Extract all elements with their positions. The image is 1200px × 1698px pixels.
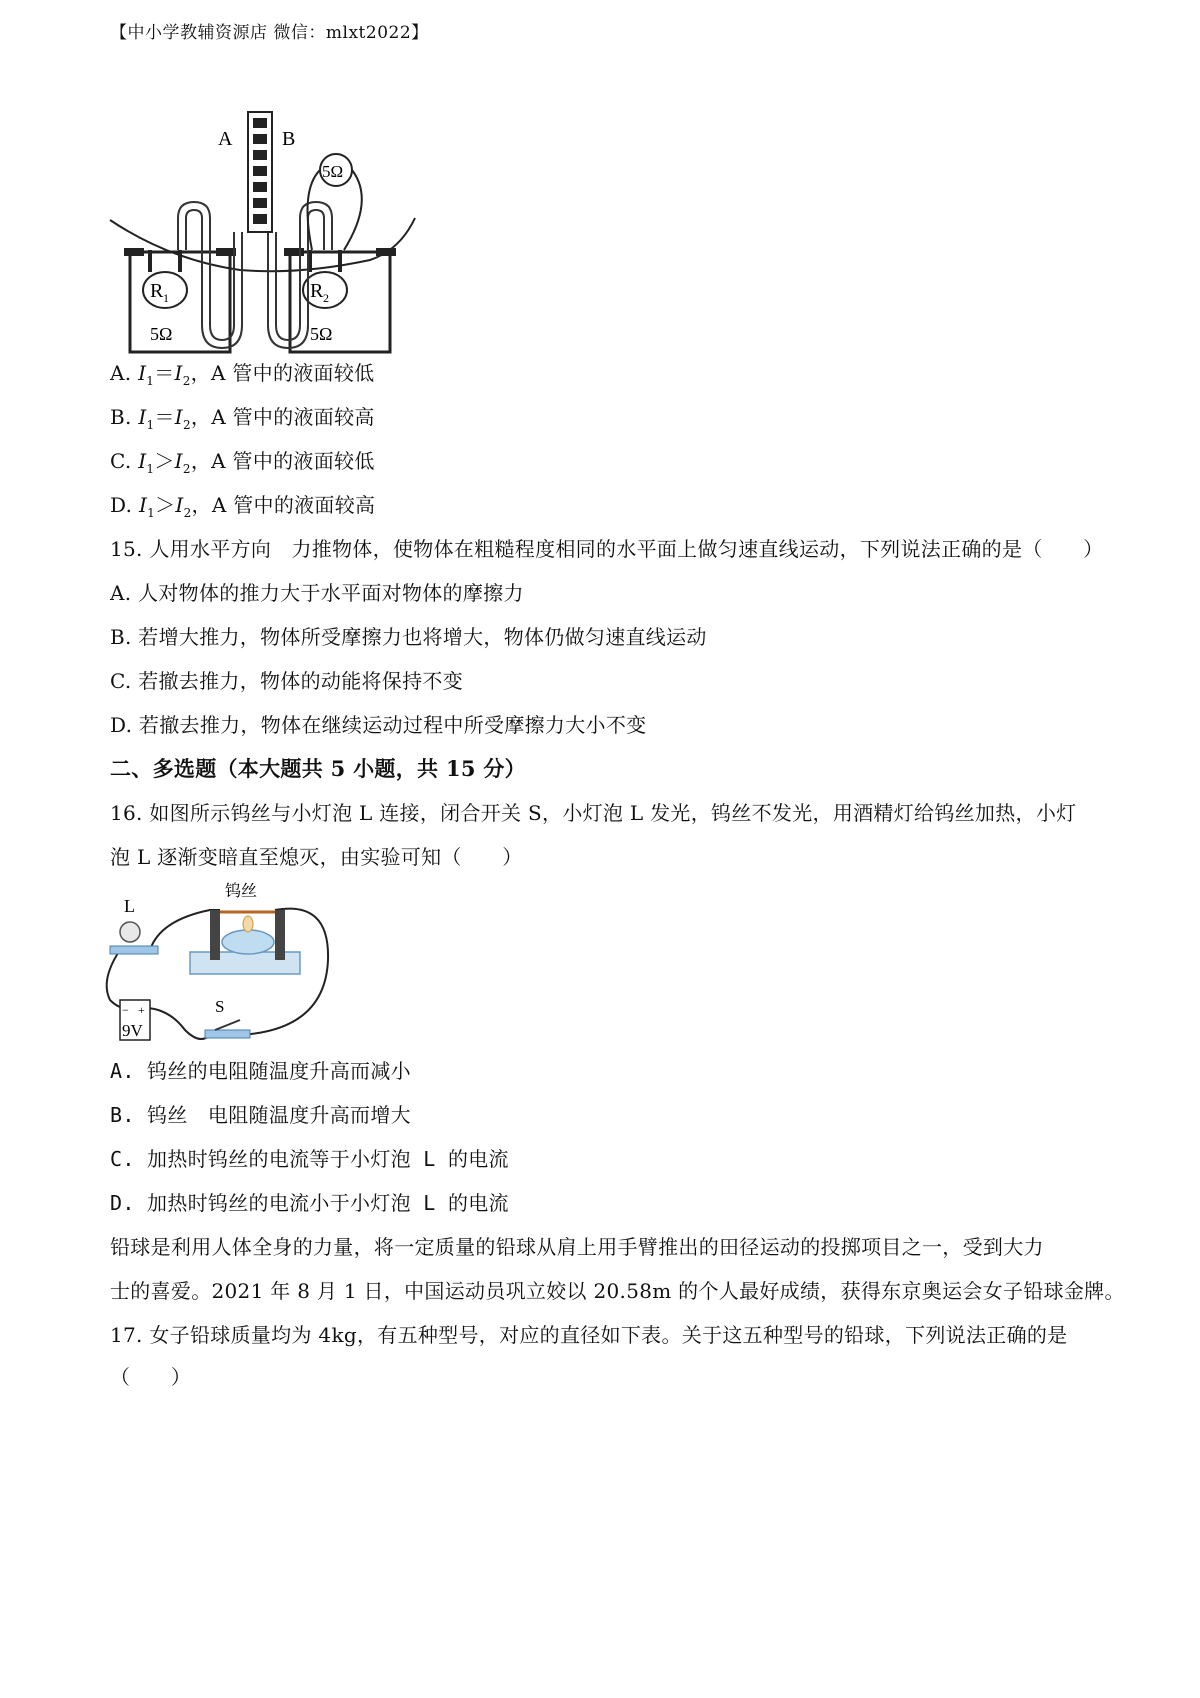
option-prefix: D.: [110, 493, 139, 517]
current-subscript: 2: [182, 374, 191, 388]
q14-option-a: [110, 357, 374, 388]
battery-minus: −: [122, 1003, 129, 1017]
r2-label: R: [310, 280, 324, 302]
tungsten-label: 钨丝: [225, 883, 258, 900]
q16-option-a: A. 钨丝的电阻随温度升高而减小: [110, 1059, 411, 1083]
r1-value: 5Ω: [150, 324, 173, 344]
q16-option-c: C. 加热时钨丝的电流等于小灯泡 L 的电流: [110, 1147, 509, 1171]
current-symbol: I: [175, 493, 184, 517]
r1-sub: 1: [163, 291, 169, 305]
lamp-l-label: L: [124, 896, 135, 916]
current-symbol: I: [174, 449, 183, 473]
current-subscript: 2: [182, 462, 191, 476]
q17-stem-line1: 17. 女子铅球质量均为 4kg，有五种型号，对应的直径如下表。关于这五种型号的铅球，下列说法正确的是: [110, 1323, 1068, 1347]
alcohol-lamp: [222, 930, 274, 954]
flame-icon: [243, 916, 253, 932]
q17-stem-line2: （ ）: [110, 1365, 192, 1389]
passage-line1: 铅球是利用人体全身的力量，将一定质量的铅球从肩上用手臂推出的田径运动的投掷项目之一，受到大力: [110, 1235, 1044, 1259]
r2-sub: 2: [323, 291, 329, 305]
current-subscript: 1: [146, 462, 155, 476]
tube-b-label: B: [282, 128, 296, 150]
relation-symbol: ＝: [154, 405, 175, 429]
q16-stem-line1: 16. 如图所示钨丝与小灯泡 L 连接，闭合开关 S，小灯泡 L 发光，钨丝不发光，用酒精灯给钨丝加热，小灯: [110, 801, 1077, 825]
q16-stem-line2: 泡 L 逐渐变暗直至熄灭，由实验可知（ ）: [110, 845, 523, 869]
switch-lever: [215, 1020, 240, 1030]
lamp-bulb-icon: [120, 922, 140, 942]
relation-symbol: ＞: [155, 493, 176, 517]
option-prefix: C.: [110, 449, 139, 473]
option-text: ，A 管中的液面较高: [190, 405, 375, 429]
option-text: ，A 管中的液面较高: [191, 493, 376, 517]
current-symbol: I: [138, 449, 147, 473]
joule-heating-diagram: [100, 100, 420, 360]
current-subscript: 1: [146, 374, 155, 388]
option-text: ，A 管中的液面较低: [190, 361, 375, 385]
current-symbol: I: [174, 405, 183, 429]
tube-a-label: A: [218, 128, 233, 150]
q16-option-d: D. 加热时钨丝的电流小于小灯泡 L 的电流: [110, 1191, 509, 1215]
q15-option-a: A. 人对物体的推力大于水平面对物体的摩擦力: [110, 581, 524, 605]
option-prefix: B.: [110, 405, 139, 429]
parallel-resistor-label: 5Ω: [322, 162, 344, 181]
joule-heating-figure: [100, 100, 420, 360]
r2-value: 5Ω: [310, 324, 333, 344]
q14-option-b: [110, 401, 375, 432]
current-symbol: I: [138, 405, 147, 429]
switch-base: [205, 1030, 250, 1038]
current-subscript: 2: [183, 506, 192, 520]
left-post: [210, 910, 220, 960]
switch-label: S: [215, 997, 225, 1016]
current-symbol: I: [138, 493, 148, 517]
r1-label: R: [150, 280, 164, 302]
option-prefix: A.: [110, 361, 139, 385]
right-post: [275, 910, 285, 960]
current-subscript: 1: [147, 506, 156, 520]
q14-option-d: [110, 489, 375, 520]
section-heading-multi-choice: 二、多选题（本大题共 5 小题，共 15 分）: [110, 756, 526, 781]
current-subscript: 1: [146, 418, 155, 432]
relation-symbol: ＞: [154, 449, 175, 473]
q15-stem: 15. 人用水平方向 力推物体，使物体在粗糙程度相同的水平面上做匀速直线运动，下列说法正确的是（ ）: [110, 537, 1104, 561]
page-header: 【中小学教辅资源店 微信：mlxt2022】: [110, 23, 429, 43]
relation-symbol: ＝: [154, 361, 175, 385]
q15-option-d: D. 若撤去推力，物体在继续运动过程中所受摩擦力大小不变: [110, 713, 647, 737]
passage-line2: 士的喜爱。2021 年 8 月 1 日，中国运动员巩立姣以 20.58m 的个人最好成绩，获得东京奥运会女子铅球金牌。: [110, 1279, 1125, 1303]
q14-option-c: [110, 445, 375, 476]
current-symbol: I: [174, 361, 183, 385]
current-symbol: I: [138, 361, 147, 385]
current-subscript: 2: [182, 418, 191, 432]
battery-plus: +: [138, 1003, 145, 1017]
option-text: ，A 管中的液面较低: [190, 449, 375, 473]
q15-option-b: B. 若增大推力，物体所受摩擦力也将增大，物体仍做匀速直线运动: [110, 625, 707, 649]
q16-option-b: B. 钨丝 电阻随温度升高而增大: [110, 1103, 411, 1127]
q15-option-c: C. 若撤去推力，物体的动能将保持不变: [110, 669, 464, 693]
lamp-base: [110, 946, 158, 954]
battery-label: 9V: [122, 1021, 143, 1040]
